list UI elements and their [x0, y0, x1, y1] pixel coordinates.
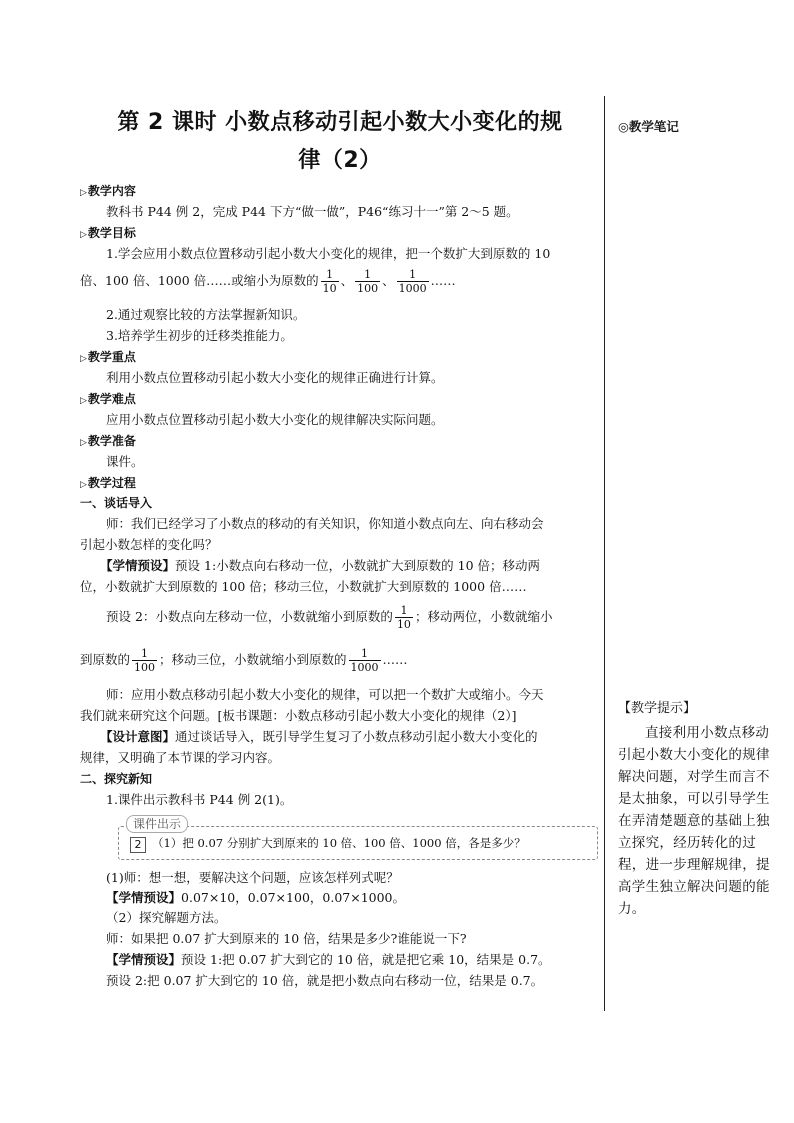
- triangle-icon: ▷: [80, 396, 87, 406]
- preset-answer-2: 预设 2:把 0.07 扩大到它的 10 倍，就是把小数点向右移动一位，结果是 0.7。: [106, 973, 544, 988]
- page-title: [80, 104, 600, 180]
- part-1-heading: 一、谈话导入: [80, 496, 153, 510]
- teaching-tip-title: 【教学提示】: [618, 701, 697, 716]
- key-text: 利用小数点位置移动引起小数大小变化的规律正确进行计算。: [106, 370, 444, 385]
- preset-2-line-a: 预设 2：小数点向左移动一位，小数就缩小到原数的 $\frac{1}{10}$ ；移动两位，小数就缩小: [106, 604, 553, 631]
- prep-heading: ▷教学准备: [80, 434, 136, 448]
- question-3: 师：如果把 0.07 扩大到原来的 10 倍，结果是多少?谁能说一下?: [106, 931, 467, 946]
- goal-1-line-a: 1.学会应用小数点位置移动引起小数大小变化的规律，把一个数扩大到原数的 10: [106, 246, 551, 261]
- triangle-icon: ▷: [80, 188, 87, 198]
- prep-text: 课件。: [106, 454, 144, 469]
- triangle-icon: ▷: [80, 230, 87, 240]
- content-text: 教科书 P44 例 2，完成 P44 下方“做一做”，P46“练习十一”第 2～5 题。: [106, 204, 519, 219]
- step-1: 1.课件出示教科书 P44 例 2(1)。: [106, 792, 293, 807]
- intro-para-a: 师：我们已经学习了小数点的移动的有关知识，你知道小数点向左、向右移动会: [106, 516, 544, 531]
- goal-3: 3.培养学生初步的迁移类推能力。: [106, 328, 293, 343]
- teacher-para-b: 我们就来研究这个问题。[板书课题：小数点移动引起小数大小变化的规律（2）]: [80, 708, 517, 723]
- preset-answer-1: 【学情预设】预设 1:把 0.07 扩大到它的 10 倍，就是把它乘 10，结果是 0.7。: [106, 952, 551, 967]
- difficulty-heading: ▷教学难点: [80, 392, 136, 406]
- triangle-icon: ▷: [80, 480, 87, 490]
- fraction-1-100: $\frac{1}{100}$: [134, 647, 156, 674]
- teaching-tip-body: 直接利用小数点移动引起小数大小变化的规律解决问题，对学生而言不是太抽象，可以引导学生在弄清楚题意的基础上独立探究，经历转化的过程，进一步理解规律，提高学生独立解决问题的能力。: [618, 725, 770, 917]
- fraction-1-1000: $\frac{1}{1000}$: [350, 647, 379, 674]
- preset-1-line-a: 【学情预设】预设 1:小数点向右移动一位，小数就扩大到原数的 10 倍；移动两: [100, 558, 541, 573]
- goal-1-line-b: 倍、100 倍、1000 倍……或缩小为原数的 $\frac{1}{10}$ 、 $\frac{1}{100}$ 、 $\frac{1}{1000}$ ……: [80, 268, 456, 295]
- teaching-notes-label: ◎教学笔记: [618, 119, 679, 134]
- teacher-para-a: 师：应用小数点移动引起小数大小变化的规律，可以把一个数扩大或缩小。今天: [106, 687, 544, 702]
- preset-1-line-b: 位，小数就扩大到原数的 100 倍；移动三位，小数就扩大到原数的 1000 倍……: [80, 579, 527, 594]
- triangle-icon: ▷: [80, 354, 87, 364]
- fraction-1-1000: $\frac{1}{1000}$: [398, 268, 427, 295]
- fraction-1-100: $\frac{1}{100}$: [357, 268, 379, 295]
- key-heading: ▷教学重点: [80, 350, 136, 364]
- preset-2-line-b: 到原数的 $\frac{1}{100}$ ；移动三位，小数就缩小到原数的 $\frac{1}{1000}$ ……: [80, 647, 408, 674]
- difficulty-text: 应用小数点位置移动引起小数大小变化的规律解决实际问题。: [106, 412, 444, 427]
- triangle-icon: ▷: [80, 438, 87, 448]
- preset-expression: 【学情预设】0.07×10，0.07×100，0.07×1000。: [106, 890, 406, 905]
- example-number-badge: 2: [130, 837, 146, 853]
- question-1: (1)师：想一想，要解决这个问题，应该怎样列式呢？: [106, 870, 399, 885]
- content-heading: ▷教学内容: [80, 184, 136, 198]
- fraction-1-10: $\frac{1}{10}$: [322, 268, 337, 295]
- design-intent-b: 规律，又明确了本节课的学习内容。: [80, 750, 281, 765]
- design-intent-a: 【设计意图】通过谈话导入，既引导学生复习了小数点移动引起小数大小变化的: [100, 729, 538, 744]
- part-2-heading: 二、探究新知: [80, 772, 153, 786]
- title-line-1: 第 2 课时 小数点移动引起小数大小变化的规: [117, 110, 563, 135]
- courseware-question: （1）把 0.07 分别扩大到原来的 10 倍、100 倍、1000 倍，各是多少？: [152, 836, 526, 850]
- fraction-1-10: $\frac{1}{10}$: [396, 604, 411, 631]
- goal-2: 2.通过观察比较的方法掌握新知识。: [106, 307, 306, 322]
- question-2: （2）探究解题方法。: [106, 910, 227, 925]
- courseware-label: 课件出示: [126, 815, 188, 833]
- intro-para-b: 引起小数怎样的变化吗？: [80, 537, 218, 552]
- process-heading: ▷教学过程: [80, 476, 136, 490]
- title-line-2: 律（2）: [298, 148, 382, 173]
- goal-heading: ▷教学目标: [80, 226, 136, 240]
